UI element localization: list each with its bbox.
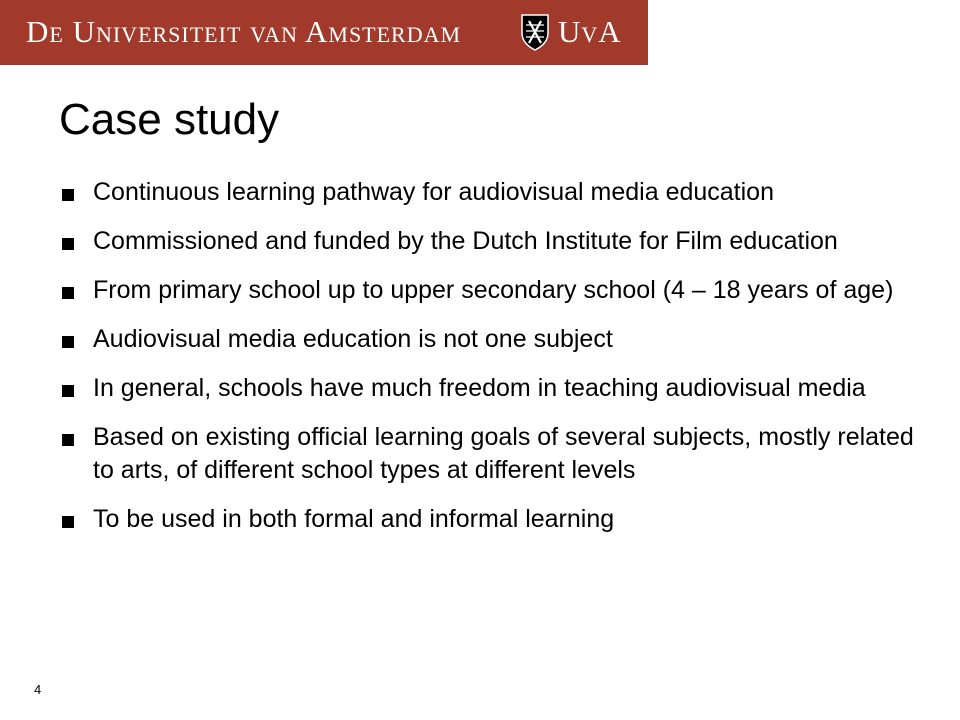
bullet-text: In general, schools have much freedom in teaching audiovisual media bbox=[93, 374, 866, 402]
bullet-text: Based on existing official learning goals of several subjects, mostly related to arts, of different school types at different levels bbox=[93, 423, 914, 484]
square-bullet-icon bbox=[62, 434, 74, 446]
square-bullet-icon bbox=[62, 189, 74, 201]
uva-crest-icon bbox=[520, 13, 550, 51]
square-bullet-icon bbox=[62, 287, 74, 299]
square-bullet-icon bbox=[62, 516, 74, 528]
bullet-item bbox=[59, 225, 919, 258]
bullet-item bbox=[59, 372, 919, 405]
slide-title: Case study bbox=[59, 95, 280, 144]
bullet-list bbox=[59, 176, 919, 552]
page-number: 4 bbox=[34, 682, 42, 697]
bullet-item bbox=[59, 503, 919, 536]
square-bullet-icon bbox=[62, 336, 74, 348]
bullet-item bbox=[59, 323, 919, 356]
header-band bbox=[0, 0, 648, 65]
bullet-text: From primary school up to upper secondary school (4 – 18 years of age) bbox=[93, 276, 894, 304]
bullet-text: Commissioned and funded by the Dutch Institute for Film education bbox=[93, 227, 838, 255]
square-bullet-icon bbox=[62, 385, 74, 397]
bullet-text: Continuous learning pathway for audiovisual media education bbox=[93, 178, 774, 206]
bullet-text: Audiovisual media education is not one subject bbox=[93, 325, 613, 353]
university-abbreviation: UvA bbox=[558, 14, 622, 49]
bullet-item bbox=[59, 274, 919, 307]
bullet-item bbox=[59, 421, 919, 487]
square-bullet-icon bbox=[62, 238, 74, 250]
bullet-text: To be used in both formal and informal learning bbox=[93, 505, 615, 533]
bullet-item bbox=[59, 176, 919, 209]
university-name: De Universiteit van Amsterdam bbox=[26, 14, 462, 49]
